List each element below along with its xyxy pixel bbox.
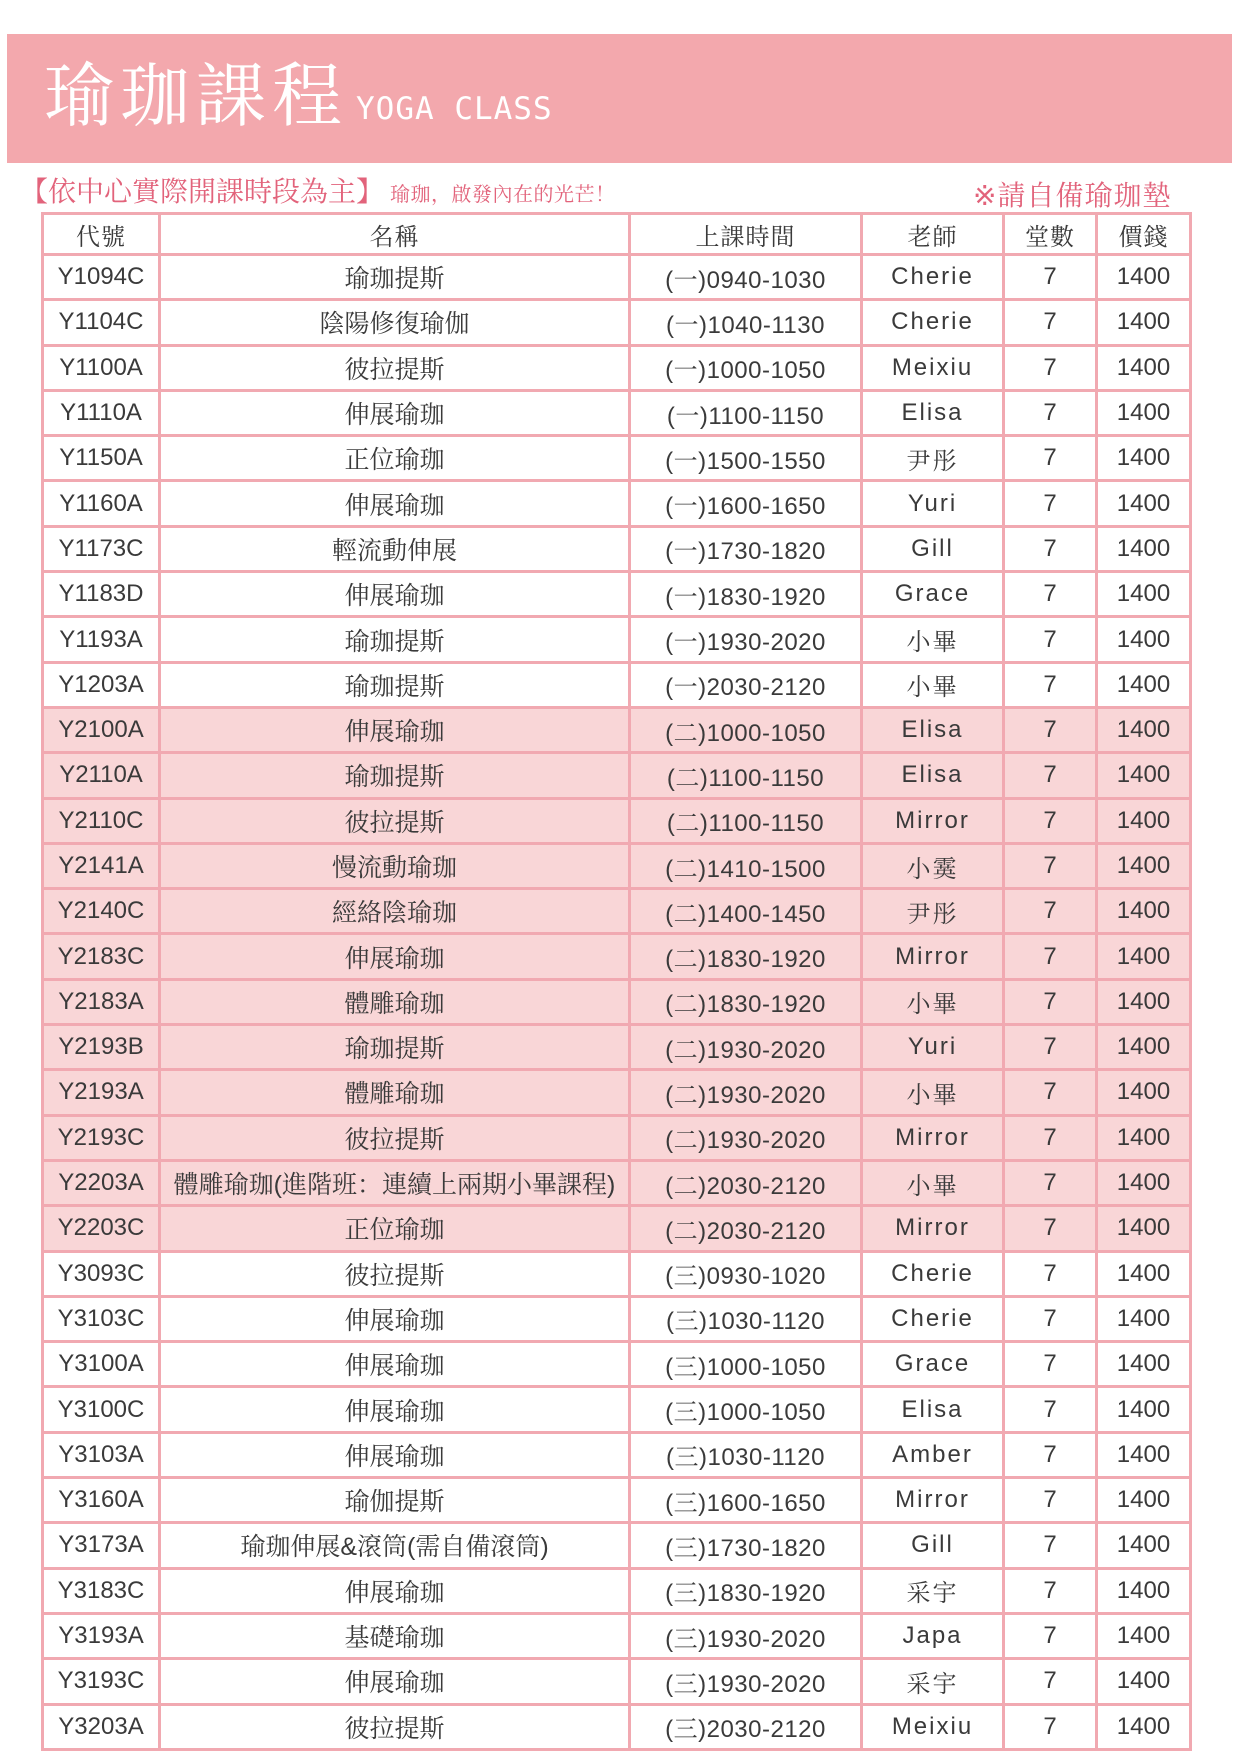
course-code-cell: Y2100A	[44, 709, 161, 751]
price-cell: 1400	[1116, 1350, 1171, 1378]
class-time-cell: (二)2030-2120	[631, 1207, 863, 1249]
teacher-cell: 采宇	[863, 1660, 1005, 1702]
price-cell: 1400	[1116, 1259, 1171, 1287]
teacher-cell: 尹彤	[863, 890, 1005, 932]
header-sessions: 堂數	[1005, 215, 1098, 253]
teacher-cell: Mirror	[863, 1207, 1005, 1249]
course-name-cell: 伸展瑜珈	[161, 1298, 631, 1340]
course-name-cell: 瑜珈伸展&滾筒(需自備滾筒)	[161, 1524, 631, 1566]
course-name-cell: 伸展瑜珈	[161, 392, 631, 434]
class-time-cell: (三)1730-1820	[631, 1524, 863, 1566]
teacher-cell: Yuri	[863, 482, 1005, 524]
teacher-cell: Meixiu	[863, 347, 1005, 389]
course-code-cell: Y3103C	[44, 1298, 161, 1340]
course-code-cell: Y3203A	[44, 1706, 161, 1748]
course-code-cell: Y3103A	[44, 1434, 161, 1476]
sessions-cell: 7	[1005, 482, 1098, 524]
price-cell: 1400	[1116, 263, 1171, 291]
class-time-cell: (三)1930-2020	[631, 1615, 863, 1657]
table-row	[44, 1388, 1189, 1433]
course-code-cell: Y3100C	[44, 1388, 161, 1430]
table-row	[44, 1071, 1189, 1116]
teacher-cell: 小畢	[863, 1071, 1005, 1113]
price-cell: 1400	[1116, 1667, 1171, 1695]
sessions-cell: 7	[1005, 800, 1098, 842]
price-cell: 1400	[1116, 897, 1171, 925]
class-time-cell: (一)0940-1030	[631, 256, 863, 298]
course-name-cell: 伸展瑜珈	[161, 1660, 631, 1702]
price-cell: 1400	[1116, 489, 1171, 517]
sessions-cell: 7	[1005, 664, 1098, 706]
price-cell: 1400	[1116, 580, 1171, 608]
teacher-cell: Mirror	[863, 935, 1005, 977]
table-row	[44, 754, 1189, 799]
course-name-cell: 瑜珈提斯	[161, 618, 631, 660]
price-cell: 1400	[1116, 353, 1171, 381]
price-cell: 1400	[1116, 1304, 1171, 1332]
price-cell: 1400	[1116, 1169, 1171, 1197]
class-time-cell: (二)1400-1450	[631, 890, 863, 932]
sessions-cell: 7	[1005, 1117, 1098, 1159]
price-cell: 1400	[1116, 942, 1171, 970]
class-time-cell: (一)1830-1920	[631, 573, 863, 615]
title-banner	[7, 34, 1232, 163]
course-name-cell: 伸展瑜珈	[161, 482, 631, 524]
header-code: 代號	[44, 215, 161, 253]
class-time-cell: (一)1000-1050	[631, 347, 863, 389]
table-row	[44, 845, 1189, 890]
table-row	[44, 1660, 1189, 1705]
page-title-english: YOGA CLASS	[356, 91, 553, 127]
course-code-cell: Y3160A	[44, 1479, 161, 1521]
price-cell: 1400	[1116, 761, 1171, 789]
sessions-cell: 7	[1005, 437, 1098, 479]
sessions-cell: 7	[1005, 1343, 1098, 1385]
course-code-cell: Y1193A	[44, 618, 161, 660]
course-code-cell: Y2193B	[44, 1026, 161, 1068]
table-row	[44, 1706, 1189, 1751]
course-code-cell: Y1094C	[44, 256, 161, 298]
sessions-cell: 7	[1005, 935, 1098, 977]
sessions-cell: 7	[1005, 301, 1098, 343]
course-name-cell: 輕流動伸展	[161, 528, 631, 570]
teacher-cell: Mirror	[863, 1479, 1005, 1521]
course-code-cell: Y2141A	[44, 845, 161, 887]
course-name-cell: 伸展瑜珈	[161, 709, 631, 751]
teacher-cell: Elisa	[863, 392, 1005, 434]
sessions-cell: 7	[1005, 1706, 1098, 1748]
table-row	[44, 1615, 1189, 1660]
class-time-cell: (二)1930-2020	[631, 1026, 863, 1068]
price-cell: 1400	[1116, 308, 1171, 336]
mat-note: ※請自備瑜珈墊	[973, 180, 1172, 211]
course-name-cell: 彼拉提斯	[161, 800, 631, 842]
class-time-cell: (三)1600-1650	[631, 1479, 863, 1521]
table-row	[44, 1570, 1189, 1615]
course-code-cell: Y1110A	[44, 392, 161, 434]
class-time-cell: (三)1030-1120	[631, 1298, 863, 1340]
teacher-cell: Gill	[863, 1524, 1005, 1566]
table-row	[44, 800, 1189, 845]
course-code-cell: Y3193A	[44, 1615, 161, 1657]
price-cell: 1400	[1116, 399, 1171, 427]
class-time-cell: (三)1000-1050	[631, 1343, 863, 1385]
course-code-cell: Y2203C	[44, 1207, 161, 1249]
table-row	[44, 981, 1189, 1026]
class-time-cell: (一)1930-2020	[631, 618, 863, 660]
course-code-cell: Y1100A	[44, 347, 161, 389]
price-cell: 1400	[1116, 1033, 1171, 1061]
class-time-cell: (三)1930-2020	[631, 1660, 863, 1702]
table-row	[44, 528, 1189, 573]
class-time-cell: (一)2030-2120	[631, 664, 863, 706]
sessions-cell: 7	[1005, 890, 1098, 932]
table-row	[44, 935, 1189, 980]
sessions-cell: 7	[1005, 1298, 1098, 1340]
course-code-cell: Y2110C	[44, 800, 161, 842]
sessions-cell: 7	[1005, 1570, 1098, 1612]
course-name-cell: 彼拉提斯	[161, 1706, 631, 1748]
class-time-cell: (二)1100-1150	[631, 800, 863, 842]
teacher-cell: Cherie	[863, 256, 1005, 298]
table-row	[44, 618, 1189, 663]
price-cell: 1400	[1116, 534, 1171, 562]
class-time-cell: (二)1930-2020	[631, 1117, 863, 1159]
course-name-cell: 體雕瑜珈	[161, 981, 631, 1023]
course-code-cell: Y3173A	[44, 1524, 161, 1566]
teacher-cell: Elisa	[863, 1388, 1005, 1430]
sessions-cell: 7	[1005, 981, 1098, 1023]
course-code-cell: Y1104C	[44, 301, 161, 343]
sessions-cell: 7	[1005, 1071, 1098, 1113]
sessions-cell: 7	[1005, 754, 1098, 796]
teacher-cell: 小畢	[863, 1162, 1005, 1204]
teacher-cell: Cherie	[863, 301, 1005, 343]
course-name-cell: 慢流動瑜珈	[161, 845, 631, 887]
table-row	[44, 1524, 1189, 1569]
class-time-cell: (二)1830-1920	[631, 981, 863, 1023]
class-time-cell: (三)1000-1050	[631, 1388, 863, 1430]
teacher-cell: 小霙	[863, 845, 1005, 887]
course-code-cell: Y3100A	[44, 1343, 161, 1385]
table-row	[44, 301, 1189, 346]
table-row	[44, 1253, 1189, 1298]
course-name-cell: 彼拉提斯	[161, 347, 631, 389]
sessions-cell: 7	[1005, 392, 1098, 434]
price-cell: 1400	[1116, 716, 1171, 744]
class-time-cell: (一)1600-1650	[631, 482, 863, 524]
course-code-cell: Y2183A	[44, 981, 161, 1023]
teacher-cell: Mirror	[863, 1117, 1005, 1159]
table-row	[44, 1298, 1189, 1343]
class-time-cell: (二)2030-2120	[631, 1162, 863, 1204]
price-cell: 1400	[1116, 1486, 1171, 1514]
class-time-cell: (一)1730-1820	[631, 528, 863, 570]
class-time-cell: (二)1000-1050	[631, 709, 863, 751]
schedule-note: 【依中心實際開課時段為主】	[20, 176, 385, 207]
course-code-cell: Y1150A	[44, 437, 161, 479]
sessions-cell: 7	[1005, 1434, 1098, 1476]
class-time-cell: (三)2030-2120	[631, 1706, 863, 1748]
teacher-cell: Mirror	[863, 800, 1005, 842]
sessions-cell: 7	[1005, 528, 1098, 570]
course-name-cell: 彼拉提斯	[161, 1253, 631, 1295]
course-code-cell: Y2203A	[44, 1162, 161, 1204]
teacher-cell: Grace	[863, 573, 1005, 615]
sessions-cell: 7	[1005, 1026, 1098, 1068]
sessions-cell: 7	[1005, 256, 1098, 298]
course-name-cell: 體雕瑜珈(進階班：連續上兩期小畢課程)	[161, 1162, 631, 1204]
course-name-cell: 體雕瑜珈	[161, 1071, 631, 1113]
course-name-cell: 瑜珈提斯	[161, 1026, 631, 1068]
teacher-cell: 尹彤	[863, 437, 1005, 479]
table-row	[44, 392, 1189, 437]
sessions-cell: 7	[1005, 347, 1098, 389]
course-code-cell: Y3183C	[44, 1570, 161, 1612]
sessions-cell: 7	[1005, 1479, 1098, 1521]
header-name: 名稱	[161, 215, 631, 253]
course-code-cell: Y1173C	[44, 528, 161, 570]
table-row	[44, 256, 1189, 301]
price-cell: 1400	[1116, 444, 1171, 472]
price-cell: 1400	[1116, 806, 1171, 834]
teacher-cell: Elisa	[863, 709, 1005, 751]
class-time-cell: (二)1410-1500	[631, 845, 863, 887]
teacher-cell: Cherie	[863, 1298, 1005, 1340]
price-cell: 1400	[1116, 1214, 1171, 1242]
course-name-cell: 瑜珈提斯	[161, 256, 631, 298]
table-row	[44, 573, 1189, 618]
sessions-cell: 7	[1005, 573, 1098, 615]
notice-line	[20, 176, 616, 208]
teacher-cell: 采宇	[863, 1570, 1005, 1612]
sessions-cell: 7	[1005, 618, 1098, 660]
sessions-cell: 7	[1005, 1253, 1098, 1295]
class-time-cell: (三)1030-1120	[631, 1434, 863, 1476]
course-name-cell: 彼拉提斯	[161, 1117, 631, 1159]
sessions-cell: 7	[1005, 709, 1098, 751]
class-time-cell: (一)1040-1130	[631, 301, 863, 343]
course-name-cell: 伸展瑜珈	[161, 1570, 631, 1612]
teacher-cell: Cherie	[863, 1253, 1005, 1295]
class-time-cell: (一)1100-1150	[631, 392, 863, 434]
table-row	[44, 1434, 1189, 1479]
course-code-cell: Y2193C	[44, 1117, 161, 1159]
table-row	[44, 890, 1189, 935]
price-cell: 1400	[1116, 1576, 1171, 1604]
teacher-cell: Elisa	[863, 754, 1005, 796]
table-row	[44, 664, 1189, 709]
course-name-cell: 瑜珈提斯	[161, 754, 631, 796]
course-name-cell: 經絡陰瑜珈	[161, 890, 631, 932]
course-name-cell: 正位瑜珈	[161, 1207, 631, 1249]
class-time-cell: (二)1100-1150	[631, 754, 863, 796]
table-row	[44, 1026, 1189, 1071]
page-title: 瑜珈課程	[44, 55, 348, 137]
price-cell: 1400	[1116, 1123, 1171, 1151]
teacher-cell: Grace	[863, 1343, 1005, 1385]
table-row	[44, 1117, 1189, 1162]
teacher-cell: Meixiu	[863, 1706, 1005, 1748]
sessions-cell: 7	[1005, 1388, 1098, 1430]
class-time-cell: (二)1830-1920	[631, 935, 863, 977]
course-code-cell: Y1203A	[44, 664, 161, 706]
price-cell: 1400	[1116, 1440, 1171, 1468]
teacher-cell: Yuri	[863, 1026, 1005, 1068]
price-cell: 1400	[1116, 1078, 1171, 1106]
teacher-cell: Amber	[863, 1434, 1005, 1476]
schedule-table	[41, 212, 1192, 1751]
teacher-cell: 小畢	[863, 664, 1005, 706]
price-cell: 1400	[1116, 1531, 1171, 1559]
sessions-cell: 7	[1005, 1615, 1098, 1657]
table-header-row	[44, 215, 1189, 256]
class-time-cell: (一)1500-1550	[631, 437, 863, 479]
sessions-cell: 7	[1005, 1660, 1098, 1702]
course-name-cell: 陰陽修復瑜伽	[161, 301, 631, 343]
class-time-cell: (三)1830-1920	[631, 1570, 863, 1612]
course-name-cell: 伸展瑜珈	[161, 573, 631, 615]
header-time: 上課時間	[631, 215, 863, 253]
course-code-cell: Y2183C	[44, 935, 161, 977]
slogan: 瑜珈，啟發內在的光芒！	[390, 184, 616, 206]
sessions-cell: 7	[1005, 845, 1098, 887]
course-name-cell: 瑜珈提斯	[161, 664, 631, 706]
price-cell: 1400	[1116, 852, 1171, 879]
course-name-cell: 正位瑜珈	[161, 437, 631, 479]
sessions-cell: 7	[1005, 1207, 1098, 1249]
course-name-cell: 伸展瑜珈	[161, 1388, 631, 1430]
course-name-cell: 伸展瑜珈	[161, 1434, 631, 1476]
price-cell: 1400	[1116, 1712, 1171, 1740]
table-row	[44, 1207, 1189, 1252]
course-name-cell: 基礎瑜珈	[161, 1615, 631, 1657]
price-cell: 1400	[1116, 1622, 1171, 1650]
course-code-cell: Y1160A	[44, 482, 161, 524]
table-row	[44, 1479, 1189, 1524]
table-row	[44, 347, 1189, 392]
teacher-cell: Gill	[863, 528, 1005, 570]
sessions-cell: 7	[1005, 1162, 1098, 1204]
table-row	[44, 1343, 1189, 1388]
price-cell: 1400	[1116, 670, 1171, 698]
price-cell: 1400	[1116, 987, 1171, 1015]
course-code-cell: Y1183D	[44, 573, 161, 615]
sessions-cell: 7	[1005, 1524, 1098, 1566]
table-row	[44, 1162, 1189, 1207]
course-code-cell: Y2110A	[44, 754, 161, 796]
course-code-cell: Y2193A	[44, 1071, 161, 1113]
price-cell: 1400	[1116, 1395, 1171, 1423]
table-row	[44, 482, 1189, 527]
teacher-cell: 小畢	[863, 618, 1005, 660]
course-name-cell: 伸展瑜珈	[161, 1343, 631, 1385]
class-time-cell: (三)0930-1020	[631, 1253, 863, 1295]
course-code-cell: Y3093C	[44, 1253, 161, 1295]
course-code-cell: Y3193C	[44, 1660, 161, 1702]
teacher-cell: Japa	[863, 1615, 1005, 1657]
course-code-cell: Y2140C	[44, 890, 161, 932]
header-price: 價錢	[1118, 223, 1169, 251]
table-row	[44, 437, 1189, 482]
teacher-cell: 小畢	[863, 981, 1005, 1023]
price-cell: 1400	[1116, 625, 1171, 653]
table-row	[44, 709, 1189, 754]
class-time-cell: (二)1930-2020	[631, 1071, 863, 1113]
header-teacher: 老師	[863, 215, 1005, 253]
course-name-cell: 瑜伽提斯	[161, 1479, 631, 1521]
course-name-cell: 伸展瑜珈	[161, 935, 631, 977]
